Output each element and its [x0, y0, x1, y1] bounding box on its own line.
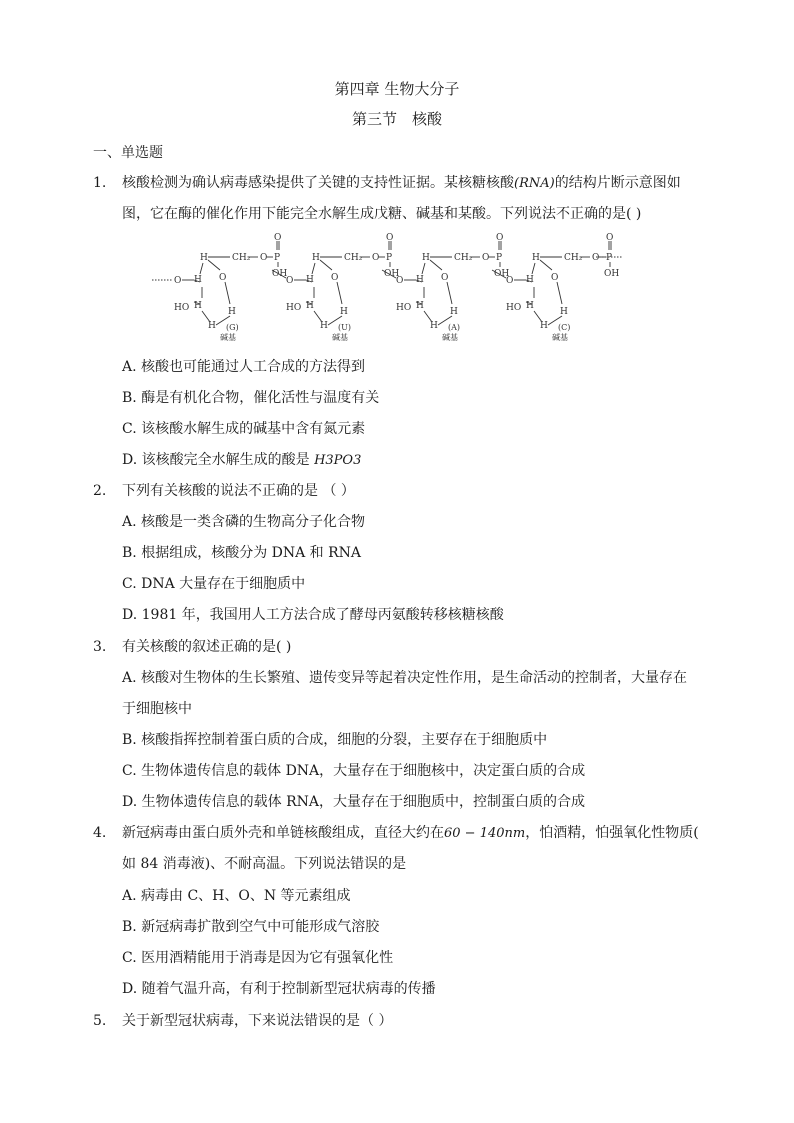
- atom-label: O: [260, 253, 268, 263]
- atom-label: O: [496, 233, 504, 243]
- atom-label: H: [422, 253, 430, 263]
- atom-label: H: [194, 301, 202, 311]
- atom-label: H: [208, 321, 216, 331]
- q1-option-b[interactable]: B. 酶是有机化合物，催化活性与温度有关: [122, 390, 380, 406]
- atom-label: H: [526, 275, 534, 285]
- base-word: 碱基: [552, 333, 568, 342]
- q3-option-a-cont: 于细胞核中: [122, 701, 192, 717]
- q3-option-b[interactable]: B. 核酸指挥控制着蛋白质的合成，细胞的分裂，主要存在于细胞质中: [122, 732, 548, 748]
- atom-label: OH: [604, 269, 620, 279]
- q1-option-a[interactable]: A. 核酸也可能通过人工合成的方法得到: [122, 359, 366, 375]
- q4-option-a[interactable]: A. 病毒由 C、H、O、N 等元素组成: [122, 888, 351, 904]
- atom-label: H: [560, 307, 568, 317]
- rna-structure-diagram: [150, 232, 630, 342]
- q2-option-b[interactable]: B. 根据组成，核酸分为 DNA 和 RNA: [122, 545, 362, 561]
- atom-label: H: [532, 253, 540, 263]
- atom-label: O: [551, 273, 559, 283]
- bond-line: [430, 260, 442, 270]
- question-stem: 关于新型冠状病毒，下来说法错误的是（ ）: [122, 1013, 393, 1029]
- atom-label: HO: [174, 303, 190, 313]
- atom-label: HO: [286, 303, 302, 313]
- atom-label: O: [606, 233, 614, 243]
- atom-label: H: [200, 253, 208, 263]
- base-word: 碱基: [442, 333, 458, 342]
- question-number: 4.: [93, 825, 107, 841]
- atom-label: H: [228, 307, 236, 317]
- atom-label: H: [416, 275, 424, 285]
- bond-line: [337, 282, 342, 304]
- bond-line: [208, 260, 220, 270]
- atom-label: P: [496, 253, 503, 263]
- question-number: 5.: [93, 1013, 107, 1029]
- atom-label: H: [306, 301, 314, 311]
- atom-label: P: [606, 253, 613, 263]
- atom-label: O: [386, 233, 394, 243]
- atom-label: HO: [506, 303, 522, 313]
- atom-label: O: [219, 273, 227, 283]
- q3-option-c[interactable]: C. 生物体遗传信息的载体 DNA，大量存在于细胞核中，决定蛋白质的合成: [122, 763, 586, 779]
- atom-label: OH: [384, 269, 400, 279]
- q2-option-c[interactable]: C. DNA 大量存在于细胞质中: [122, 576, 306, 592]
- atom-label: H: [540, 321, 548, 331]
- atom-label: H: [340, 307, 348, 317]
- atom-label: H: [526, 301, 534, 311]
- bond-line: [225, 282, 230, 304]
- base-word: 碱基: [332, 333, 348, 342]
- atom-label: CH₂: [564, 253, 583, 263]
- bond-line: [320, 260, 332, 270]
- atom-label: H: [450, 307, 458, 317]
- atom-label: H: [312, 253, 320, 263]
- atom-label: O: [441, 273, 449, 283]
- question-2: [93, 476, 713, 507]
- atom-label: H: [320, 321, 328, 331]
- base-label: (C): [558, 323, 571, 332]
- atom-label: P: [386, 253, 393, 263]
- atom-label: P: [274, 253, 281, 263]
- q1-option-d[interactable]: D. 该核酸完全水解生成的酸是 H3PO3: [122, 452, 362, 468]
- atom-label: O: [592, 253, 600, 263]
- atom-label: H: [416, 301, 424, 311]
- bond-line: [532, 263, 535, 274]
- question-4: [93, 818, 713, 880]
- base-label: (A): [448, 323, 461, 332]
- section-label: 一、单选题: [93, 145, 163, 161]
- bond-line: [447, 282, 452, 304]
- atom-label: O: [274, 233, 282, 243]
- atom-label: O: [506, 276, 514, 286]
- base-label: (U): [338, 323, 351, 332]
- question-3: [93, 632, 713, 663]
- question-stem: 新冠病毒由蛋白质外壳和单链核酸组成，直径大约在60 − 140nm，怕酒精，怕强氧化性物质( 如 84 消毒液)、不耐高温。下列说法错误的是: [122, 825, 699, 872]
- atom-label: CH₂: [454, 253, 473, 263]
- atom-label: O: [482, 253, 490, 263]
- q3-option-a[interactable]: A. 核酸对生物体的生长繁殖、遗传变异等起着决定性作用，是生命活动的控制者，大量存在: [122, 670, 688, 686]
- bond-line: [312, 263, 315, 274]
- atom-label: OH: [272, 269, 288, 279]
- question-number: 3.: [93, 639, 107, 655]
- atom-label: H: [194, 275, 202, 285]
- q4-option-c[interactable]: C. 医用酒精能用于消毒是因为它有强氧化性: [122, 950, 394, 966]
- atom-label: H: [306, 275, 314, 285]
- q1-option-c[interactable]: C. 该核酸水解生成的碱基中含有氮元素: [122, 421, 366, 437]
- chapter-title: 第四章 生物大分子: [334, 80, 460, 98]
- atom-label: HO: [396, 303, 412, 313]
- question-stem: 核酸检测为确认病毒感染提供了关键的支持性证据。某核糖核酸(RNA)的结构片断示意图如 图，它在酶的催化作用下能完全水解生成戊糖、碱基和某酸。下列说法不正确的是( ): [122, 175, 681, 222]
- math-h3po3: H3PO3: [314, 453, 362, 468]
- q4-option-b[interactable]: B. 新冠病毒扩散到空气中可能形成气溶胶: [122, 919, 380, 935]
- atom-label: H: [430, 321, 438, 331]
- math-rna: (RNA): [514, 176, 555, 191]
- bond-line: [422, 263, 425, 274]
- section-title: 第三节 核酸: [351, 110, 442, 128]
- bond-line: [540, 260, 552, 270]
- atom-label: OH: [494, 269, 510, 279]
- question-stem: 有关核酸的叙述正确的是( ): [122, 639, 292, 655]
- atom-label: CH₂: [344, 253, 363, 263]
- question-number: 1.: [93, 175, 107, 191]
- q2-option-a[interactable]: A. 核酸是一类含磷的生物高分子化合物: [122, 514, 366, 530]
- atom-label: O: [286, 276, 294, 286]
- atom-label: O: [396, 276, 404, 286]
- math-size-range: 60 − 140nm: [444, 826, 526, 841]
- atom-label: O: [372, 253, 380, 263]
- atom-label: CH₂: [232, 253, 251, 263]
- base-label: (G): [226, 323, 239, 332]
- q2-option-d[interactable]: D. 1981 年，我国用人工方法合成了酵母丙氨酸转移核糖核酸: [122, 607, 504, 623]
- atom-label: O: [331, 273, 339, 283]
- atom-label: O: [174, 276, 182, 286]
- question-1: [93, 168, 713, 230]
- question-stem: 下列有关核酸的说法不正确的是 （ ）: [122, 483, 355, 499]
- q3-option-d[interactable]: D. 生物体遗传信息的载体 RNA，大量存在于细胞质中，控制蛋白质的合成: [122, 794, 585, 810]
- question-number: 2.: [93, 483, 107, 499]
- question-5: [93, 1006, 713, 1037]
- bond-line: [200, 263, 203, 274]
- q4-option-d[interactable]: D. 随着气温升高，有利于控制新型冠状病毒的传播: [122, 981, 436, 997]
- bond-line: [557, 282, 562, 304]
- base-word: 碱基: [220, 333, 236, 342]
